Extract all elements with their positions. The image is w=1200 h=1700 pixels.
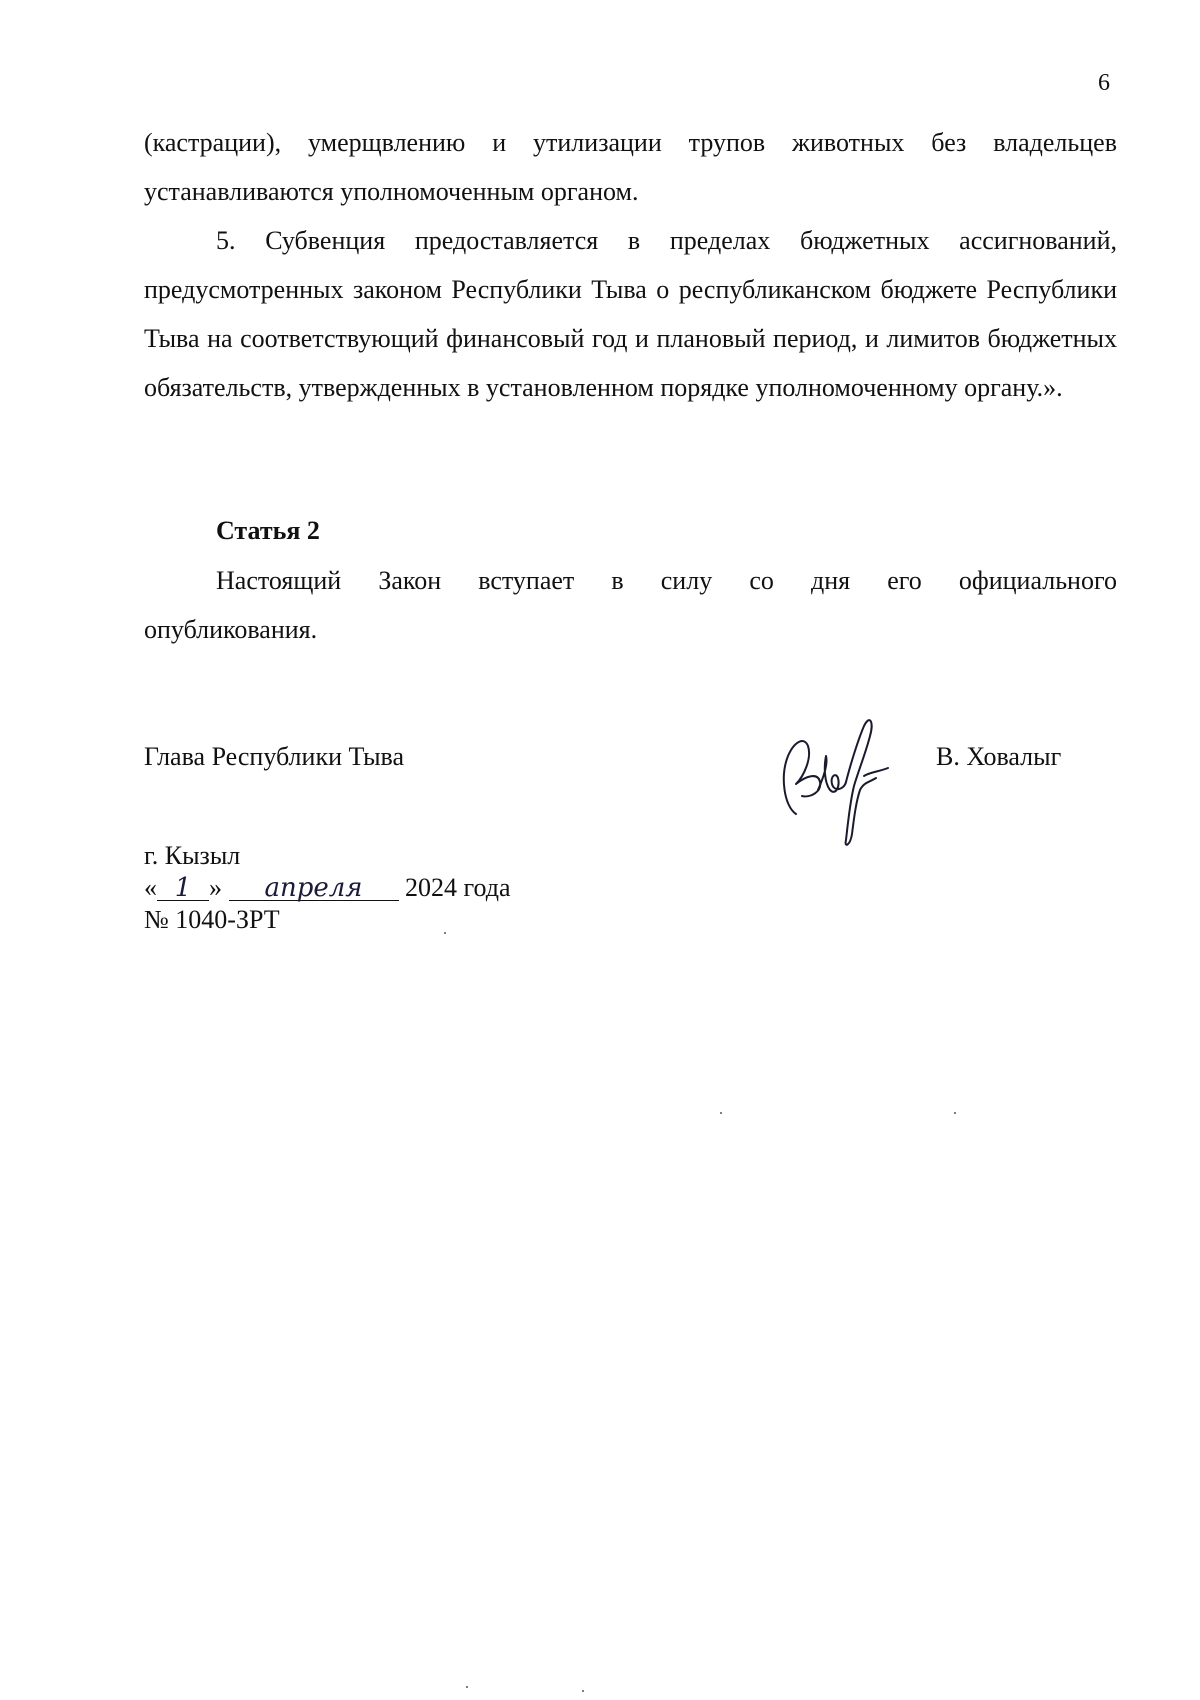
quote-close: » (209, 873, 222, 902)
word: дня (810, 566, 851, 595)
signatory-name: В. Ховалыг (936, 742, 1062, 771)
law-number: № 1040-ЗРТ (144, 905, 280, 934)
scan-speck (582, 1690, 584, 1692)
word: со (749, 566, 774, 595)
scan-speck (444, 932, 446, 934)
word: официального (958, 566, 1117, 595)
word: вступает (478, 566, 575, 595)
word: силу (660, 566, 713, 595)
word: Закон (378, 566, 442, 595)
word: его (887, 566, 922, 595)
page-number: 6 (1098, 70, 1110, 96)
signing-date (144, 872, 511, 904)
place-of-signing: г. Кызыл (144, 841, 241, 870)
date-month-handwritten: апреля (229, 876, 399, 901)
signatory-title: Глава Республики Тыва (144, 742, 405, 771)
word: в (611, 566, 624, 595)
quote-open: « (144, 873, 157, 902)
article-2-heading: Статья 2 (216, 516, 320, 545)
date-day-handwritten: 1 (157, 876, 209, 901)
scan-speck (720, 1112, 722, 1114)
scan-speck (954, 1112, 956, 1114)
date-year: 2024 года (405, 873, 511, 902)
article-2-first-line (144, 556, 1117, 605)
paragraph-item-5: 5. Субвенция предоставляется в пределах бюджетных ассигнований, предусмотренных законом Республики Тыва о республиканском бюджете Республики Тыва на соответствующий финансовый год и плановый период, и лимитов бюджетных обязательств, утвержденных в установленном порядке уполномоченному органу.». (144, 226, 1117, 402)
handwritten-signature (766, 706, 906, 856)
word: Настоящий (216, 566, 342, 595)
paragraph-continuation: (кастрации), умерщвлению и утилизации трупов животных без владельцев устанавливаются уполномоченным органом. (144, 128, 1117, 206)
article-2-second-line: опубликования. (144, 615, 318, 644)
scan-speck (466, 1686, 468, 1688)
article-2-text (144, 556, 1117, 654)
